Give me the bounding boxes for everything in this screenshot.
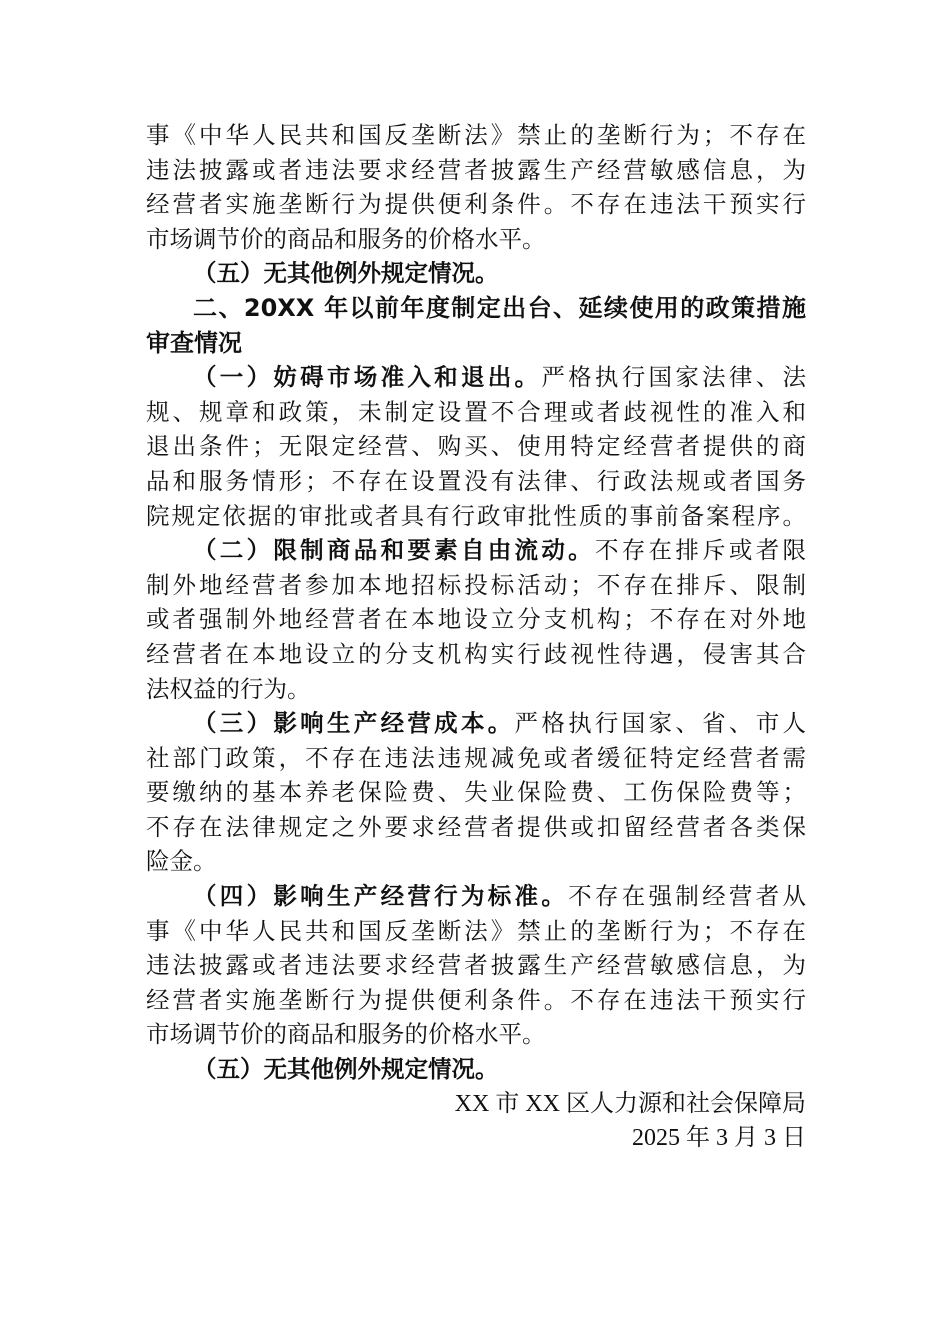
item-five: （五）无其他例外规定情况。	[193, 1055, 499, 1084]
item-text: 不存在排斥或者限	[594, 536, 807, 565]
paragraph-line: 违法披露或者违法要求经营者披露生产经营敏感信息，为	[146, 155, 806, 184]
paragraph-line: 品和服务情形；不存在设置没有法律、行政法规或者国务	[146, 466, 806, 495]
item-first-line	[146, 879, 806, 914]
signature-organization: XX 市 XX 区人力源和社会保障局	[454, 1090, 806, 1117]
paragraph-line: 事《中华人民共和国反垄断法》禁止的垄断行为；不存在	[146, 121, 806, 149]
item-first-line	[146, 706, 806, 741]
item-first-line	[146, 533, 806, 568]
item-title: （一）妨碍市场准入和退出。	[193, 363, 542, 392]
paragraph-line: 法权益的行为。	[146, 674, 311, 703]
item-title: （四）影响生产经营行为标准。	[193, 882, 569, 911]
paragraph-line: 制外地经营者参加本地招标投标活动；不存在排斥、限制	[146, 570, 806, 599]
document-page	[146, 118, 806, 1156]
paragraph-line: 或者强制外地经营者在本地设立分支机构；不存在对外地	[146, 605, 806, 634]
paragraph-line: 院规定依据的审批或者具有行政审批性质的事前备案程序。	[146, 501, 806, 530]
item-two	[146, 533, 806, 706]
paragraph-line: 经营者实施垄断行为提供便利条件。不存在违法干预实行	[146, 985, 806, 1014]
paragraph-line: 事《中华人民共和国反垄断法》禁止的垄断行为；不存在	[146, 916, 806, 945]
paragraph-line: 不存在法律规定之外要求经营者提供或扣留经营者各类保	[146, 812, 806, 841]
item-five-top: （五）无其他例外规定情况。	[193, 259, 499, 288]
item-one	[146, 360, 806, 533]
item-text: 不存在强制经营者从	[568, 882, 807, 911]
paragraph-line: 经营者实施垄断行为提供便利条件。不存在违法干预实行	[146, 190, 806, 219]
paragraph-line: 退出条件；无限定经营、购买、使用特定经营者提供的商	[146, 432, 806, 461]
item-four	[146, 879, 806, 1052]
paragraph-line: 规、规章和政策，未制定设置不合理或者歧视性的准入和	[146, 397, 806, 426]
item-title: （二）限制商品和要素自由流动。	[193, 536, 595, 565]
item-three	[146, 706, 806, 879]
paragraph-line: 违法披露或者违法要求经营者披露生产经营敏感信息，为	[146, 951, 806, 980]
paragraph-line: 险金。	[146, 847, 217, 876]
paragraph-line: 要缴纳的基本养老保险费、失业保险费、工伤保险费等；	[146, 778, 806, 807]
top-continuation-block	[146, 118, 806, 291]
item-title: （三）影响生产经营成本。	[193, 709, 515, 738]
item-first-line	[146, 360, 806, 395]
paragraph-line: 经营者在本地设立的分支机构实行歧视性待遇，侵害其合	[146, 639, 806, 668]
signature-date: 2025 年 3 月 3 日	[632, 1125, 806, 1152]
item-text: 严格执行国家法律、法	[541, 363, 807, 392]
paragraph-line: 市场调节价的商品和服务的价格水平。	[146, 1020, 546, 1049]
paragraph-line: 社部门政策，不存在违法违规减免或者缓征特定经营者需	[146, 743, 806, 772]
section-heading-continued: 审查情况	[146, 328, 242, 357]
item-text: 严格执行国家、省、市人	[514, 709, 807, 738]
section-heading: 二、20XX 年以前年度制定出台、延续使用的政策措施	[193, 293, 806, 322]
paragraph-line: 市场调节价的商品和服务的价格水平。	[146, 224, 546, 253]
